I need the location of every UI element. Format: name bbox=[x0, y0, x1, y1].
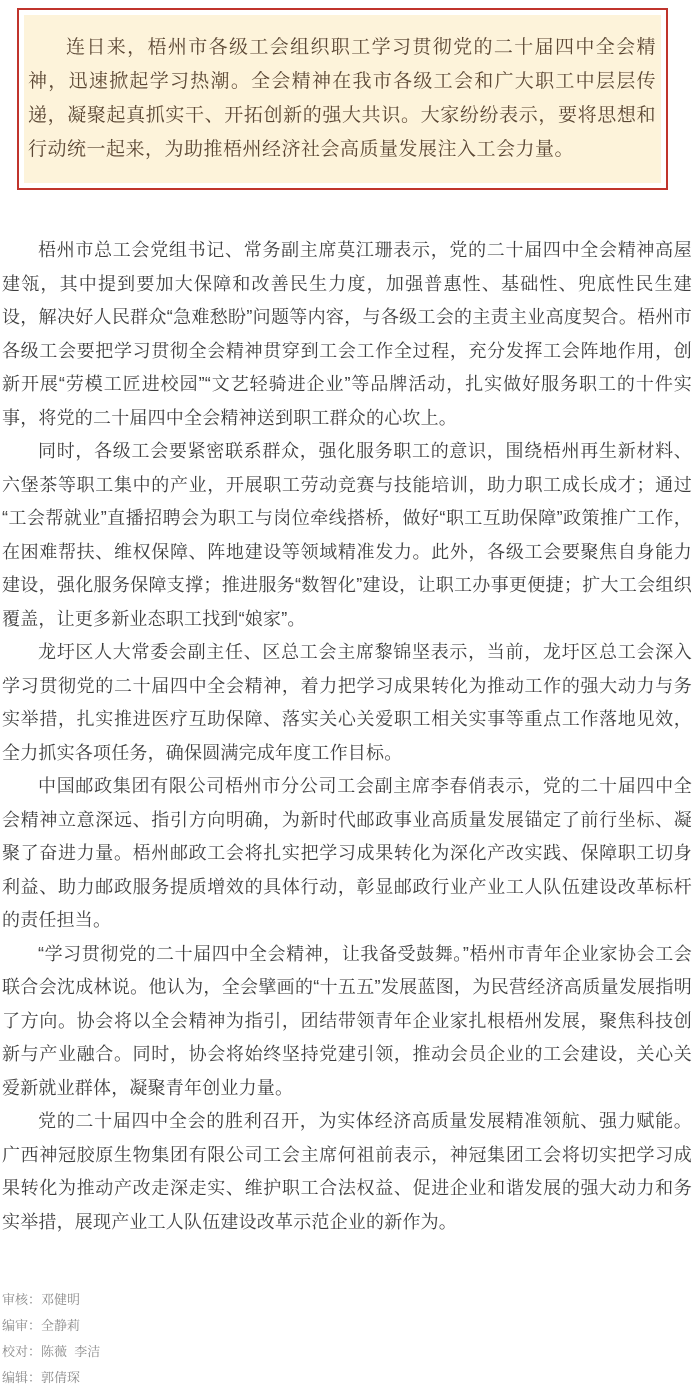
article-paragraph: 中国邮政集团有限公司梧州市分公司工会副主席李春俏表示，党的二十届四中全会精神立意深远、指引方向明确，为新时代邮政事业高质量发展锚定了前行坐标、凝聚了奋进力量。梧州邮政工会将扎实把学习成果转化为深化产改实践、保障职工切身利益、助力邮政服务提质增效的具体行动，彰显邮政行业产业工人队伍建设改革标杆的责任担当。 bbox=[2, 776, 692, 930]
highlight-notice-box bbox=[17, 8, 668, 190]
article-page bbox=[0, 8, 694, 1395]
article-paragraph: 同时，各级工会要紧密联系群众，强化服务职工的意识，围绕梧州再生新材料、六堡茶等职工集中的产业，开展职工劳动竞赛与技能培训，助力职工成长成才；通过“工会帮就业”直播招聘会为职工与岗位牵线搭桥，做好“职工互助保障”政策推广工作，在困难帮扶、维权保障、阵地建设等领域精准发力。此外，各级工会要聚焦自身能力建设，强化服务保障支撑；推进服务“数智化”建设，让职工办事更便捷；扩大工会组织覆盖，让更多新业态职工找到“娘家”。 bbox=[2, 441, 692, 629]
notice-text: 连日来，梧州市各级工会组织职工学习贯彻党的二十届四中全会精神，迅速掀起学习热潮。全会精神在我市各级工会和广大职工中层层传递，凝聚起真抓实干、开拓创新的强大共识。大家纷纷表示，要将思想和行动统一起来，为助推梧州经济社会高质量发展注入工会力量。 bbox=[28, 37, 656, 160]
credit-line-proofreaders: 校对：陈薇 李洁 bbox=[2, 1344, 101, 1359]
credits-footer bbox=[0, 1287, 694, 1395]
article-paragraph: 龙圩区人大常委会副主任、区总工会主席黎锦坚表示，当前，龙圩区总工会深入学习贯彻党的二十届四中全会精神，着力把学习成果转化为推动工作的强大动力与务实举措，扎实推进医疗互助保障、落实关心关爱职工相关实事等重点工作落地见效，全力抓实各项任务，确保圆满完成年度工作目标。 bbox=[2, 642, 692, 763]
credit-line-editor: 编辑：郭倩琛 bbox=[2, 1370, 81, 1385]
article-paragraph: 梧州市总工会党组书记、常务副主席莫江珊表示，党的二十届四中全会精神高屋建瓴，其中提到要加大保障和改善民生力度，加强普惠性、基础性、兜底性民生建设，解决好人民群众“急难愁盼”问题等内容，与各级工会的主责主业高度契合。梧州市各级工会要把学习贯彻全会精神贯穿到工会工作全过程，充分发挥工会阵地作用，创新开展“劳模工匠进校园”“文艺轻骑进企业”等品牌活动，扎实做好服务职工的十件实事，将党的二十届四中全会精神送到职工群众的心坎上。 bbox=[2, 240, 692, 428]
article-body bbox=[0, 234, 694, 1239]
highlight-notice-inner bbox=[24, 15, 661, 183]
article-paragraph: 党的二十届四中全会的胜利召开，为实体经济高质量发展精准领航、强力赋能。广西神冠胶原生物集团有限公司工会主席何祖前表示，神冠集团工会将切实把学习成果转化为推动产改走深走实、维护职工合法权益、促进企业和谐发展的强大动力和务实举措，展现产业工人队伍建设改革示范企业的新作为。 bbox=[2, 1111, 692, 1232]
credit-line-chief-editor: 编审：全静莉 bbox=[2, 1318, 81, 1333]
credit-line-reviewer: 审核：邓健明 bbox=[2, 1292, 81, 1307]
article-paragraph: “学习贯彻党的二十届四中全会精神，让我备受鼓舞。”梧州市青年企业家协会工会联合会沈成林说。他认为，全会擘画的“十五五”发展蓝图，为民营经济高质量发展指明了方向。协会将以全会精神为指引，团结带领青年企业家扎根梧州发展，聚焦科技创新与产业融合。同时，协会将始终坚持党建引领，推动会员企业的工会建设，关心关爱新就业群体，凝聚青年创业力量。 bbox=[2, 943, 692, 1098]
